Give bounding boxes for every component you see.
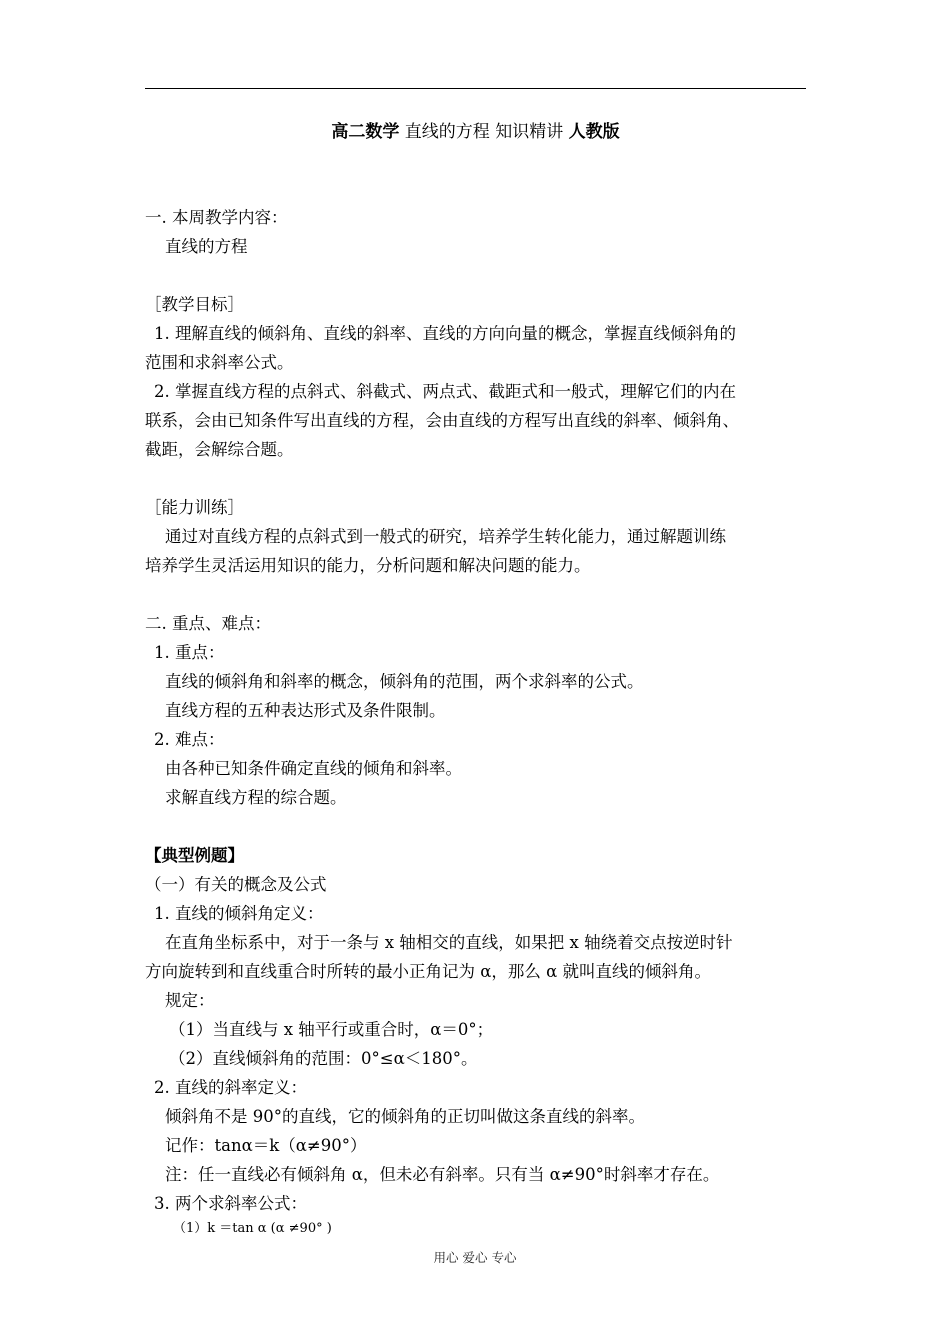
goal1-line1: 1. 理解直线的倾斜角、直线的斜率、直线的方向向量的概念，掌握直线倾斜角的	[154, 324, 736, 343]
def2-label: 2. 直线的斜率定义：	[154, 1078, 307, 1097]
rule-1: （1）当直线与 x 轴平行或重合时，α＝0°；	[169, 1020, 494, 1039]
key-point-1: 直线的倾斜角和斜率的概念，倾斜角的范围，两个求斜率的公式。	[165, 672, 644, 691]
difficulty-label: 2. 难点：	[154, 730, 225, 749]
difficulty-1: 由各种已知条件确定直线的倾角和斜率。	[165, 759, 462, 778]
ability-line2: 培养学生灵活运用知识的能力，分析问题和解决问题的能力。	[145, 556, 591, 575]
def1-label: 1. 直线的倾斜角定义：	[154, 904, 324, 923]
page-title	[145, 121, 806, 143]
def2-line1: 倾斜角不是 90°的直线，它的倾斜角的正切叫做这条直线的斜率。	[165, 1107, 645, 1126]
def1-line2: 方向旋转到和直线重合时所转的最小正角记为 α，那么 α 就叫直线的倾斜角。	[145, 962, 712, 981]
slope-formula-1: （1）k ＝tan α (α ≠90° )	[173, 1221, 332, 1236]
header-rule	[145, 88, 806, 89]
ability-label: ［能力训练］	[145, 498, 244, 517]
page-footer: 用心 爱心 专心	[433, 1250, 517, 1265]
examples-sub1: （一）有关的概念及公式	[145, 875, 327, 894]
def2-line3: 注：任一直线必有倾斜角 α，但未必有斜率。只有当 α≠90°时斜率才存在。	[165, 1165, 720, 1184]
key-points-label: 1. 重点：	[154, 643, 225, 662]
formula-label: 3. 两个求斜率公式：	[154, 1194, 307, 1213]
def1-line1: 在直角坐标系中，对于一条与 x 轴相交的直线，如果把 x 轴绕着交点按逆时针	[165, 933, 733, 952]
rule-2: （2）直线倾斜角的范围：0°≤α＜180°。	[169, 1049, 478, 1068]
title-grade: 高二数学	[331, 122, 400, 142]
document-body	[145, 203, 808, 1240]
difficulty-2: 求解直线方程的综合题。	[165, 788, 347, 807]
goal2-line3: 截距，会解综合题。	[145, 440, 294, 459]
title-publisher: 人教版	[568, 122, 620, 142]
rule-label: 规定：	[165, 991, 215, 1010]
def2-line2: 记作：tanα＝k（α≠90°）	[165, 1136, 367, 1155]
section1-topic: 直线的方程	[165, 237, 248, 256]
goal2-line1: 2. 掌握直线方程的点斜式、斜截式、两点式、截距式和一般式，理解它们的内在	[154, 382, 736, 401]
ability-line1: 通过对直线方程的点斜式到一般式的研究，培养学生转化能力，通过解题训练	[165, 527, 726, 546]
examples-heading: 【典型例题】	[145, 846, 244, 865]
goal2-line2: 联系，会由已知条件写出直线的方程，会由直线的方程写出直线的斜率、倾斜角、	[145, 411, 739, 430]
section2-heading: 二. 重点、难点：	[145, 614, 271, 633]
section1-heading: 一. 本周教学内容：	[145, 208, 288, 227]
goal1-line2: 范围和求斜率公式。	[145, 353, 294, 372]
title-topic: 直线的方程 知识精讲	[399, 122, 569, 142]
key-point-2: 直线方程的五种表达形式及条件限制。	[165, 701, 446, 720]
goals-label: ［教学目标］	[145, 295, 244, 314]
